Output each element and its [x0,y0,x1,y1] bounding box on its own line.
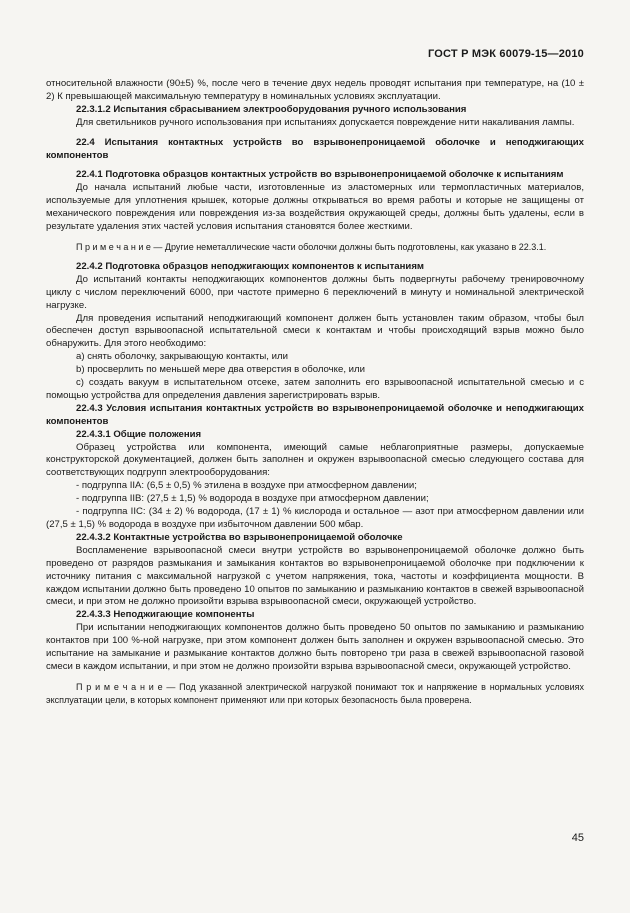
paragraph: Для проведения испытаний неподжигающий компонент должен быть установлен таким образом, чтобы был обеспечен доступ взрывоопасной испытательной смеси к контактам и чтобы происходящий взрыв можно было обнаружить. Для этого необходимо: [46,312,584,350]
document-body [46,78,584,707]
paragraph: Для светильников ручного использования при испытаниях допускается повреждение нити накаливания лампы. [76,116,575,128]
list-item: b) просверлить по меньшей мере два отверстия в оболочке, или [76,364,365,376]
clause-heading: 22.4.3.1 Общие положения [76,428,202,440]
clause-heading: 22.4.3 Условия испытания контактных устройств во взрывонепроницаемой оболочке и неподжигающих компонентов [46,402,584,427]
page-number: 45 [571,832,584,844]
paragraph: Воспламенение взрывоопасной смеси внутри устройств во взрывонепроницаемой оболочке должно быть проведено от разрядов размыкания и замыкания контактов во взрывонепроницаемой оболочке при подключении к источнику питания с максимальной нагрузкой с учетом напряжения, тока, частоты и коэффициента мощности. В каждом испытании должно быть проведено 10 опытов по замыканию и размыканию контактов в свежей взрывоопасной смеси, и при этом не должно произойти взрыва взрывоопасной смеси, окружающей устройство. [46,544,584,608]
list-item: - подгруппа IIA: (6,5 ± 0,5) % этилена в воздухе при атмосферном давлении; [76,480,417,492]
list-item: с) создать вакуум в испытательном отсеке, затем заполнить его взрывоопасной испытательной смесью и с помощью устройства для определения давления зарегистрировать взрыв. [46,377,584,401]
paragraph: При испытании неподжигающих компонентов должно быть проведено 50 опытов по замыканию и размыканию контактов при 100 %-ной нагрузке, при этом компонент должен быть заполнен и окружен взрывоопасной смесью. Это испытание на замыкание и размыкание контактов должно быть повторено три раза в свежей взрывоопасной газовой смеси в каждом испытании, и при этом не должно произойти взрыва взрывоопасной смеси, окружающей устройство. [46,622,584,672]
clause-heading: 22.3.1.2 Испытания сбрасыванием электрооборудования ручного использования [76,103,467,115]
clause-heading: 22.4.1 Подготовка образцов контактных устройств во взрывонепроницаемой оболочке к испытаниям [76,169,564,181]
note: П р и м е ч а н и е — Под указанной электрической нагрузкой понимают ток и напряжение в нормальных условиях эксплуатации цели, в которых компонент применяют или при которых безопасность была проверена. [46,681,584,705]
paragraph: До испытаний контакты неподжигающих компонентов должны быть подвергнуты рабочему тренировочному циклу с числом переключений 6000, при частоте примерно 6 переключений в минуту и номинальной электрической нагрузке. [46,273,584,311]
list-item: - подгруппа IIC: (34 ± 2) % водорода, (17 ± 1) % кислорода и остальное — азот при атмосферном давлении или (27,5 ± 1,5) % водорода в воздухе при избыточном давлении 500 мбар. [46,506,584,530]
note: П р и м е ч а н и е — Другие неметаллические части оболочки должны быть подготовлены, как указано в 22.3.1. [76,241,547,252]
paragraph: До начала испытаний любые части, изготовленные из эластомерных или термопластичных материалов, используемые для уплотнения крышек, которые должны открываться во время работы и которые не защищены от механического повреждения или повреждения из-за воздействия окружающей среды, должны быть удалены, если в результате удаления этих частей условия испытания становятся более жесткими. [46,182,584,233]
list-item: - подгруппа IIB: (27,5 ± 1,5) % водорода в воздухе при атмосферном давлении; [76,493,429,505]
list-item: а) снять оболочку, закрывающую контакты, или [76,351,288,363]
clause-heading: 22.4.3.2 Контактные устройства во взрывонепроницаемой оболочке [76,531,403,543]
clause-heading: 22.4.2 Подготовка образцов неподжигающих компонентов к испытаниям [76,260,425,272]
paragraph: относительной влажности (90±5) %, после чего в течение двух недель проводят испытания при температуре, на (10 ± 2) К превышающей максимальную температуру в номинальных условиях эксплуатации. [46,78,584,102]
clause-heading: 22.4.3.3 Неподжигающие компоненты [76,609,255,621]
paragraph: Образец устройства или компонента, имеющий самые неблагоприятные размеры, допускаемые конструкторской документацией, должен быть заполнен и окружен взрывоопасной смесью следующего состава для соответствующих подгрупп электрооборудования: [46,441,584,479]
section-heading: 22.4 Испытания контактных устройств во взрывонепроницаемой оболочке и неподжигающих компонентов [46,136,584,161]
standard-header: ГОСТ Р МЭК 60079-15—2010 [427,48,584,60]
